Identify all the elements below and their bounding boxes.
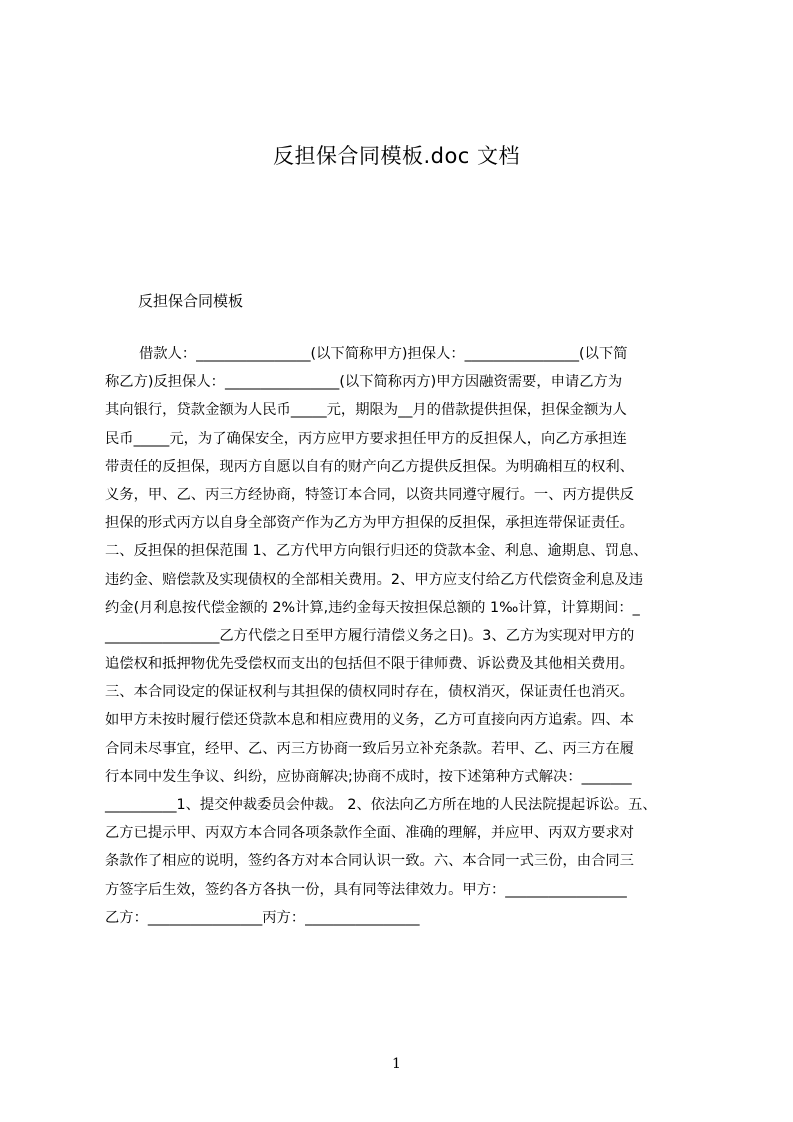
body-line: 乙方：________________丙方：________________ bbox=[105, 909, 420, 926]
body-line: 违约金、赔偿款及实现债权的全部相关费用。2、甲方应支付给乙方代偿资金利息及违 bbox=[105, 571, 644, 588]
contract-subtitle: 反担保合同模板 bbox=[138, 292, 244, 310]
body-line: 条款作了相应的说明，签约各方对本合同认识一致。六、本合同一式三份，由合同三 bbox=[105, 853, 634, 870]
body-line: 义务，甲、乙、丙三方经协商，特签订本合同，以资共同遵守履行。一、丙方提供反 bbox=[105, 486, 634, 503]
body-line: 担保的形式丙方以自身全部资产作为乙方为甲方担保的反担保，承担连带保证责任。 bbox=[105, 515, 634, 532]
document-title: 反担保合同模板.doc 文档 bbox=[272, 144, 521, 168]
body-line: 方签字后生效，签约各方各执一份，具有同等法律效力。甲方：_________________ bbox=[105, 881, 627, 898]
body-line: 如甲方未按时履行偿还贷款本息和相应费用的义务，乙方可直接向丙方追索。四、本 bbox=[105, 712, 634, 729]
contract-body bbox=[105, 340, 700, 926]
body-line: 行本同中发生争议、纠纷，应协商解决;协商不成时，按下述第种方式解决：_______ bbox=[105, 768, 632, 785]
body-line: 借款人：________________(以下简称甲方)担保人：________________(以下简 bbox=[139, 346, 628, 362]
body-line: 称乙方)反担保人：________________(以下简称丙方)甲方因融资需要，申请乙方为 bbox=[105, 374, 623, 391]
body-line: 合同未尽事宜，经甲、乙、丙三方协商一致后另立补充条款。若甲、乙、丙三方在履 bbox=[105, 740, 634, 757]
body-line: __________1、提交仲裁委员会仲裁。 2、依法向乙方所在地的人民法院提起诉讼。五、 bbox=[105, 797, 657, 813]
body-line: 二、反担保的担保范围 1、乙方代甲方向银行归还的贷款本金、利息、逾期息、罚息、 bbox=[105, 543, 648, 560]
body-line: 追偿权和抵押物优先受偿权而支出的包括但不限于律师费、诉讼费及其他相关费用。 bbox=[105, 656, 634, 673]
body-line: 带责任的反担保，现丙方自愿以自有的财产向乙方提供反担保。为明确相互的权利、 bbox=[105, 458, 634, 475]
body-line: 约金(月利息按代偿金额的 2%计算,违约金每天按担保总额的 1‰计算，计算期间：_ bbox=[105, 599, 640, 616]
body-line: 其向银行，贷款金额为人民币_____元，期限为__月的借款提供担保，担保金额为人 bbox=[105, 402, 627, 419]
page-number: 1 bbox=[392, 1056, 401, 1072]
body-line: 三、本合同设定的保证权利与其担保的债权同时存在，债权消灭，保证责任也消灭。 bbox=[105, 684, 634, 701]
body-line: ________________乙方代偿之日至甲方履行清偿义务之日)。3、乙方为实现对甲方的 bbox=[105, 627, 635, 644]
body-line: 乙方已提示甲、丙双方本合同各项条款作全面、准确的理解，并应甲、丙双方要求对 bbox=[105, 825, 634, 842]
body-line: 民币_____元，为了确保安全，丙方应甲方要求担任甲方的反担保人，向乙方承担连 bbox=[105, 430, 627, 447]
